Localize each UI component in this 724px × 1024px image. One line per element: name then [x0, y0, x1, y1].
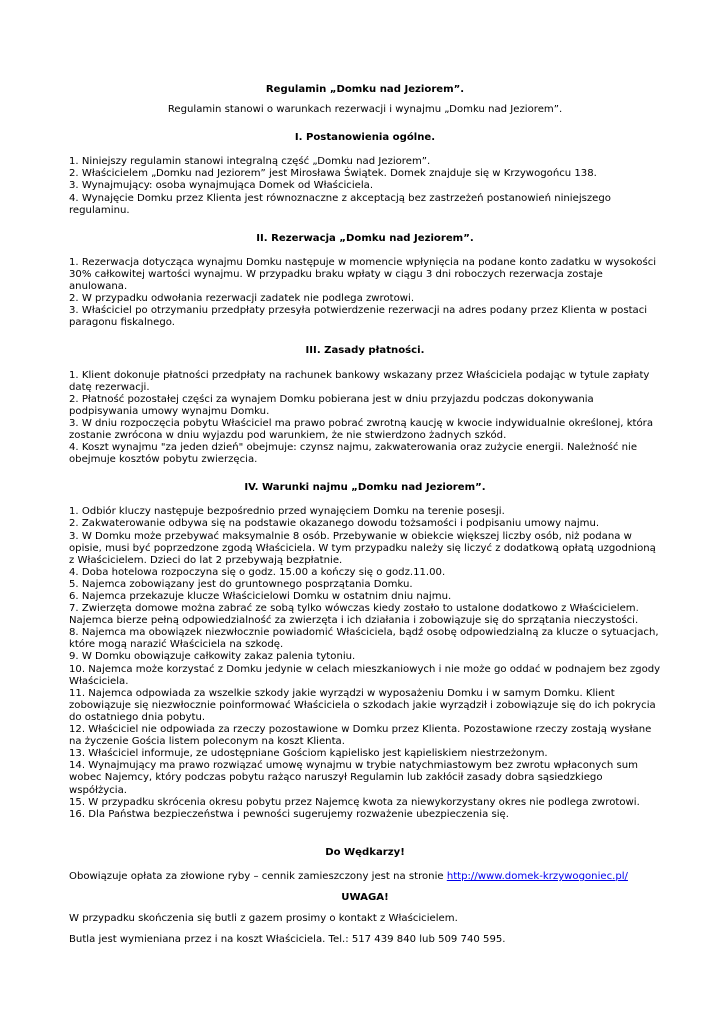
- anglers-heading: Do Wędkarzy!: [325, 846, 405, 858]
- regulations-document: [69, 84, 661, 955]
- list-item: 1. Klient dokonuje płatności przedpłaty na rachunek bankowy wskazany przez Właściciela podając w tytule zapłaty datę rezerwacji.: [69, 369, 650, 393]
- section-rental-conditions-list: [69, 506, 661, 820]
- list-item: 3. W Domku może przebywać maksymalnie 8 osób. Przebywanie w obiekcie większej liczby osób, niż podana w opisie, musi być poprzedzone zgodą Właściciela. W tym przypadku należy się liczyć z dodatkową opłatą uzgodnioną z Właścicielem. Dzieci do lat 2 przebywają bezpłatnie.: [69, 530, 656, 566]
- list-item: 4. Wynajęcie Domku przez Klienta jest równoznaczne z akceptacją bez zastrzeżeń postanowień niniejszego regulaminu.: [69, 192, 611, 216]
- list-item: 15. W przypadku skrócenia okresu pobytu przez Najemcę kwota za niewykorzystany okres nie podlega zwrotowi.: [69, 796, 640, 808]
- list-item: 4. Doba hotelowa rozpoczyna się o godz. 15.00 a kończy się o godz.11.00.: [69, 566, 446, 578]
- notice-contact-line: Butla jest wymieniana przez i na koszt Właściciela. Tel.: 517 439 840 lub 509 740 595.: [69, 934, 506, 946]
- section-heading-rental-conditions: IV. Warunki najmu „Domku nad Jeziorem”.: [244, 482, 486, 494]
- document-title: Regulamin „Domku nad Jeziorem”.: [265, 84, 465, 95]
- list-item: 14. Wynajmujący ma prawo rozwiązać umowę wynajmu w trybie natychmiastowym bez zwrotu wpłaconych sum wobec Najemcy, który podczas pobytu rażąco naruszył Regulamin lub zakłócił zasady dobra sąsiedzkiego współżycia.: [69, 760, 638, 796]
- notice-heading: UWAGA!: [341, 891, 389, 903]
- section-heading-general: I. Postanowienia ogólne.: [294, 132, 436, 144]
- list-item: 11. Najemca odpowiada za wszelkie szkody jakie wyrządzi w wyposażeniu Domku i w samym Domku. Klient zobowiązuje się niezwłocznie poinformować Właściciela o szkodach jakie wyrządził i zobowiązuje się do ich pokrycia do ostatniego dnia pobytu.: [69, 687, 656, 723]
- list-item: 8. Najemca ma obowiązek niezwłocznie powiadomić Właściciela, bądź osobę odpowiedzialną za klucze o sytuacjach, które mogą narazić Właściciela na szkodę.: [69, 627, 659, 651]
- notice-gas-line: W przypadku skończenia się butli z gazem prosimy o kontakt z Właścicielem.: [69, 913, 458, 925]
- list-item: 2. Właścicielem „Domku nad Jeziorem” jest Mirosława Świątek. Domek znajduje się w Krzywogońcu 138.: [69, 168, 597, 180]
- website-link[interactable]: http://www.domek-krzywogoniec.pl/: [446, 870, 628, 882]
- list-item: 9. W Domku obowiązuje całkowity zakaz palenia tytoniu.: [69, 651, 356, 663]
- list-item: 12. Właściciel nie odpowiada za rzeczy pozostawione w Domku przez Klienta. Pozostawione rzeczy zostają wysłane na życzenie Gościa listem poleconym na koszt Klienta.: [69, 724, 652, 748]
- list-item: 2. Zakwaterowanie odbywa się na podstawie okazanego dowodu tożsamości i podpisaniu umowy najmu.: [69, 518, 600, 530]
- list-item: 10. Najemca może korzystać z Domku jedynie w celach mieszkaniowych i nie może go oddać w podnajem bez zgody Właściciela.: [69, 663, 661, 687]
- section-heading-payments: III. Zasady płatności.: [305, 345, 425, 357]
- list-item: 2. W przypadku odwołania rezerwacji zadatek nie podlega zwrotowi.: [69, 293, 415, 305]
- section-heading-reservation: II. Rezerwacja „Domku nad Jeziorem”.: [256, 232, 474, 244]
- list-item: 1. Rezerwacja dotycząca wynajmu Domku następuje w momencie wpłynięcia na podane konto zadatku w wysokości 30% całkowitej wartości wynajmu. W przypadku braku wpłaty w ciągu 3 dni roboczych rezerwacja zostaje anulowana.: [69, 256, 657, 293]
- document-intro: Regulamin stanowi o warunkach rezerwacji i wynajmu „Domku nad Jeziorem”.: [167, 104, 563, 116]
- list-item: 1. Odbiór kluczy następuje bezpośrednio przed wynajęciem Domku na terenie posesji.: [69, 506, 505, 518]
- list-item: 4. Koszt wynajmu "za jeden dzień" obejmuje: czynsz najmu, zakwaterowania oraz zużycie energii. Należność nie obejmuje kosztów pobytu zwierzęcia.: [69, 442, 638, 466]
- list-item: 3. W dniu rozpoczęcia pobytu Właściciel ma prawo pobrać zwrotną kaucję w kwocie indywidualnie określonej, która zostanie zwrócona w dniu wyjazdu pod warunkiem, że nie stwierdzono żadnych szkód.: [69, 417, 654, 441]
- list-item: 7. Zwierzęta domowe można zabrać ze sobą tylko wówczas kiedy zostało to ustalone dodatkowo z Właścicielem. Najemca bierze pełną odpowiedzialność za zwierzęta i ich działania i zobowiązuje się do sprzątania nieczystości.: [69, 603, 639, 627]
- list-item: 3. Właściciel po otrzymaniu przedpłaty przesyła potwierdzenie rezerwacji na adres podany przez Klienta w postaci paragonu fiskalnego.: [69, 305, 648, 329]
- list-item: 13. Właściciel informuje, ze udostępniane Gościom kąpielisko jest kąpieliskiem niestrzeżonym.: [69, 748, 548, 760]
- list-item: 1. Niniejszy regulamin stanowi integralną część „Domku nad Jeziorem”.: [69, 156, 431, 168]
- section-general-list: [69, 156, 661, 216]
- anglers-fee-note: [69, 871, 661, 883]
- list-item: 6. Najemca przekazuje klucze Właścicielowi Domku w ostatnim dniu najmu.: [69, 591, 452, 602]
- list-item: 3. Wynajmujący: osoba wynajmująca Domek od Właściciela.: [69, 180, 374, 192]
- list-item: 5. Najemca zobowiązany jest do gruntownego posprzątania Domku.: [69, 578, 413, 590]
- section-payments-list: [69, 370, 661, 467]
- anglers-fee-text: Obowiązuje opłata za złowione ryby – cennik zamieszczony jest na stronie: [69, 870, 447, 882]
- section-reservation-list: [69, 257, 661, 330]
- list-item: 2. Płatność pozostałej części za wynajem Domku pobierana jest w dniu przyjazdu podczas dokonywania podpisywania umowy wynajmu Domku.: [69, 393, 594, 417]
- list-item: 16. Dla Państwa bezpieczeństwa i pewności sugerujemy rozważenie ubezpieczenia się.: [69, 808, 509, 820]
